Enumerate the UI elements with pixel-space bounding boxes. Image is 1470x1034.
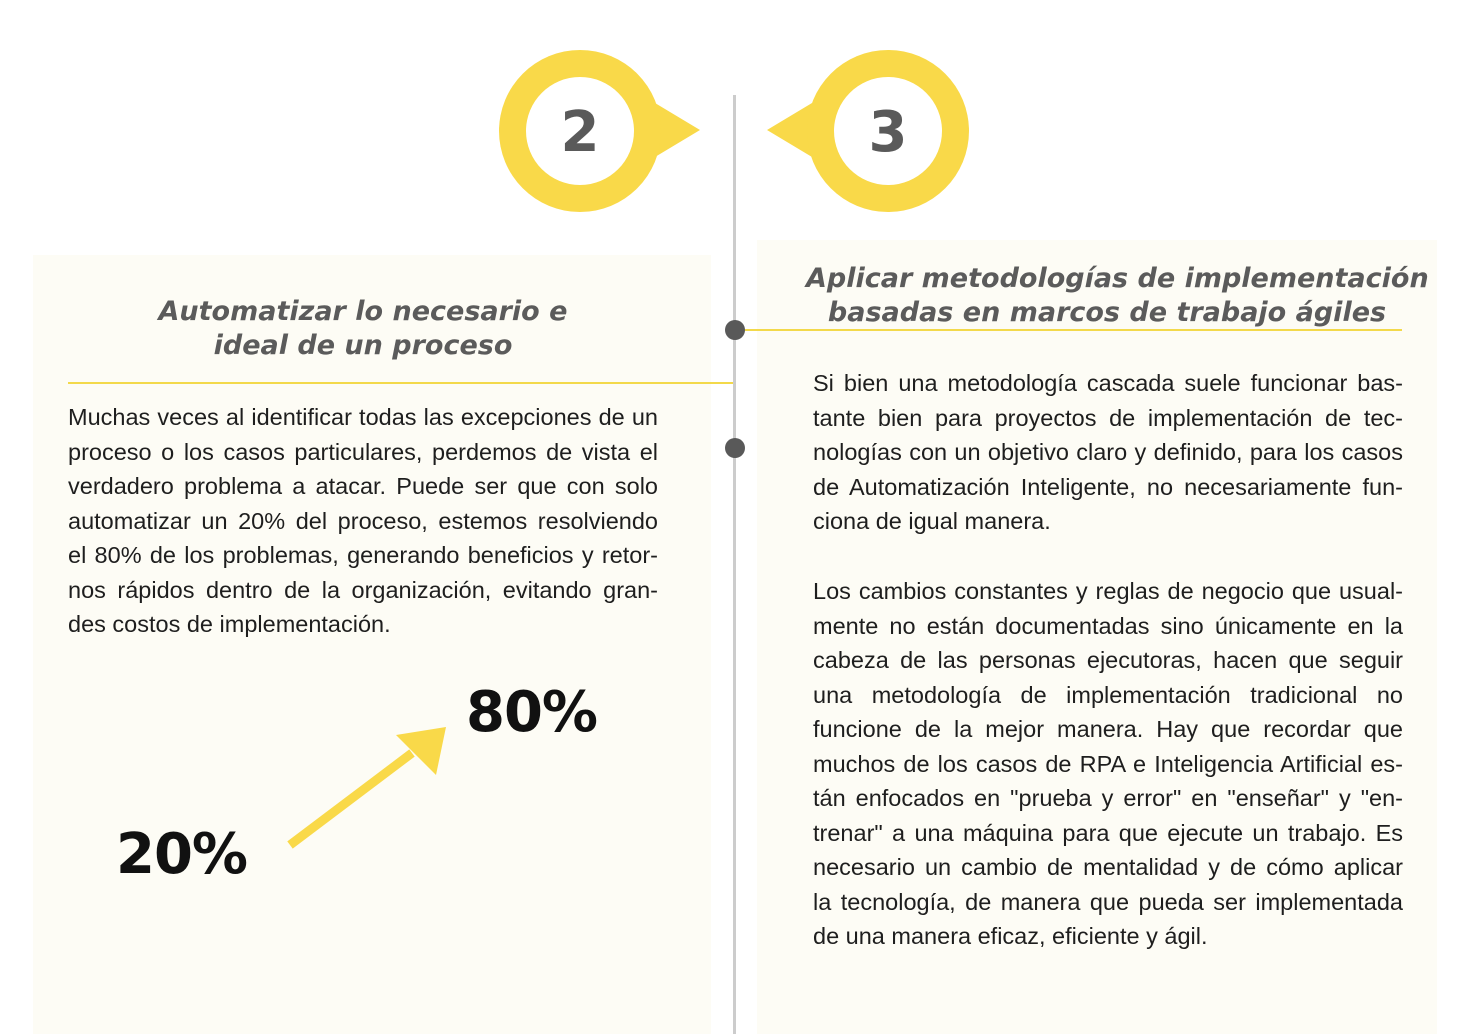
text-line: funcione de la mejor manera. Hay que recordar que: [813, 716, 1403, 742]
right-heading: [806, 262, 1429, 330]
step-2-badge: [480, 50, 700, 215]
heading-line: Automatizar lo necesario e: [158, 296, 568, 327]
text-line: cabeza de las personas ejecutoras, hacen que seguir: [813, 647, 1403, 673]
text-line: el 80% de los problemas, generando beneficios y retor-: [68, 542, 658, 568]
step-3-badge: [765, 50, 985, 215]
text-line: ciona de igual manera.: [813, 508, 1051, 534]
step-number: 2: [560, 100, 600, 165]
text-line: trenar" a una máquina para que ejecute un trabajo. Es: [813, 819, 1403, 846]
text-line: nos rápidos dentro de la organización, evitando gran-: [68, 576, 658, 603]
text-line: muchos de los casos de RPA e Inteligencia Artificial es-: [813, 750, 1403, 777]
left-card: [33, 255, 711, 1034]
text-line: proceso o los casos particulares, perdemos de vista el: [68, 438, 658, 465]
text-line: Los cambios constantes y reglas de negocio que usual-: [813, 578, 1403, 604]
step-number: 3: [868, 100, 908, 165]
text-line: una metodología de implementación tradicional no: [813, 681, 1403, 708]
text-line: tán enfocados en "prueba y error" en "enseñar" y "en-: [813, 785, 1403, 811]
heading-line: Aplicar metodologías de implementación: [806, 263, 1429, 294]
arrow-up-right-icon: [280, 715, 460, 855]
heading-line: ideal de un proceso: [213, 330, 513, 361]
stat-20-percent: 20%: [116, 822, 248, 887]
timeline-dot-top: [725, 320, 745, 340]
stat-80-percent: 80%: [466, 680, 598, 745]
text-line: des costos de implementación.: [68, 611, 391, 637]
left-heading: [68, 295, 658, 363]
heading-line: basadas en marcos de trabajo ágiles: [827, 297, 1387, 328]
right-body-paragraph-2: [813, 574, 1403, 954]
text-line: nologías con un objetivo claro y definido, para los casos: [813, 439, 1403, 465]
right-body-paragraph-1: [813, 366, 1403, 539]
vertical-timeline-divider: [733, 95, 736, 1034]
text-line: mente no están documentadas sino únicamente en la: [813, 612, 1403, 639]
text-line: Muchas veces al identificar todas las excepciones de un: [68, 404, 658, 430]
text-line: tante bien para proyectos de implementación de tec-: [813, 404, 1403, 431]
text-line: automatizar un 20% del proceso, estemos resolviendo: [68, 507, 658, 534]
text-line: de Automatización Inteligente, no necesariamente fun-: [813, 473, 1403, 500]
text-line: verdadero problema a atacar. Puede ser que con solo: [68, 473, 658, 499]
timeline-dot-bottom: [725, 438, 745, 458]
text-line: de una manera eficaz, eficiente y ágil.: [813, 923, 1208, 949]
text-line: la tecnología, de manera que pueda ser implementada: [813, 888, 1403, 915]
left-heading-underline: [68, 382, 733, 384]
text-line: necesario un cambio de mentalidad y de cómo aplicar: [813, 854, 1403, 880]
left-body-text: [68, 400, 658, 642]
text-line: Si bien una metodología cascada suele funcionar bas-: [813, 370, 1403, 396]
